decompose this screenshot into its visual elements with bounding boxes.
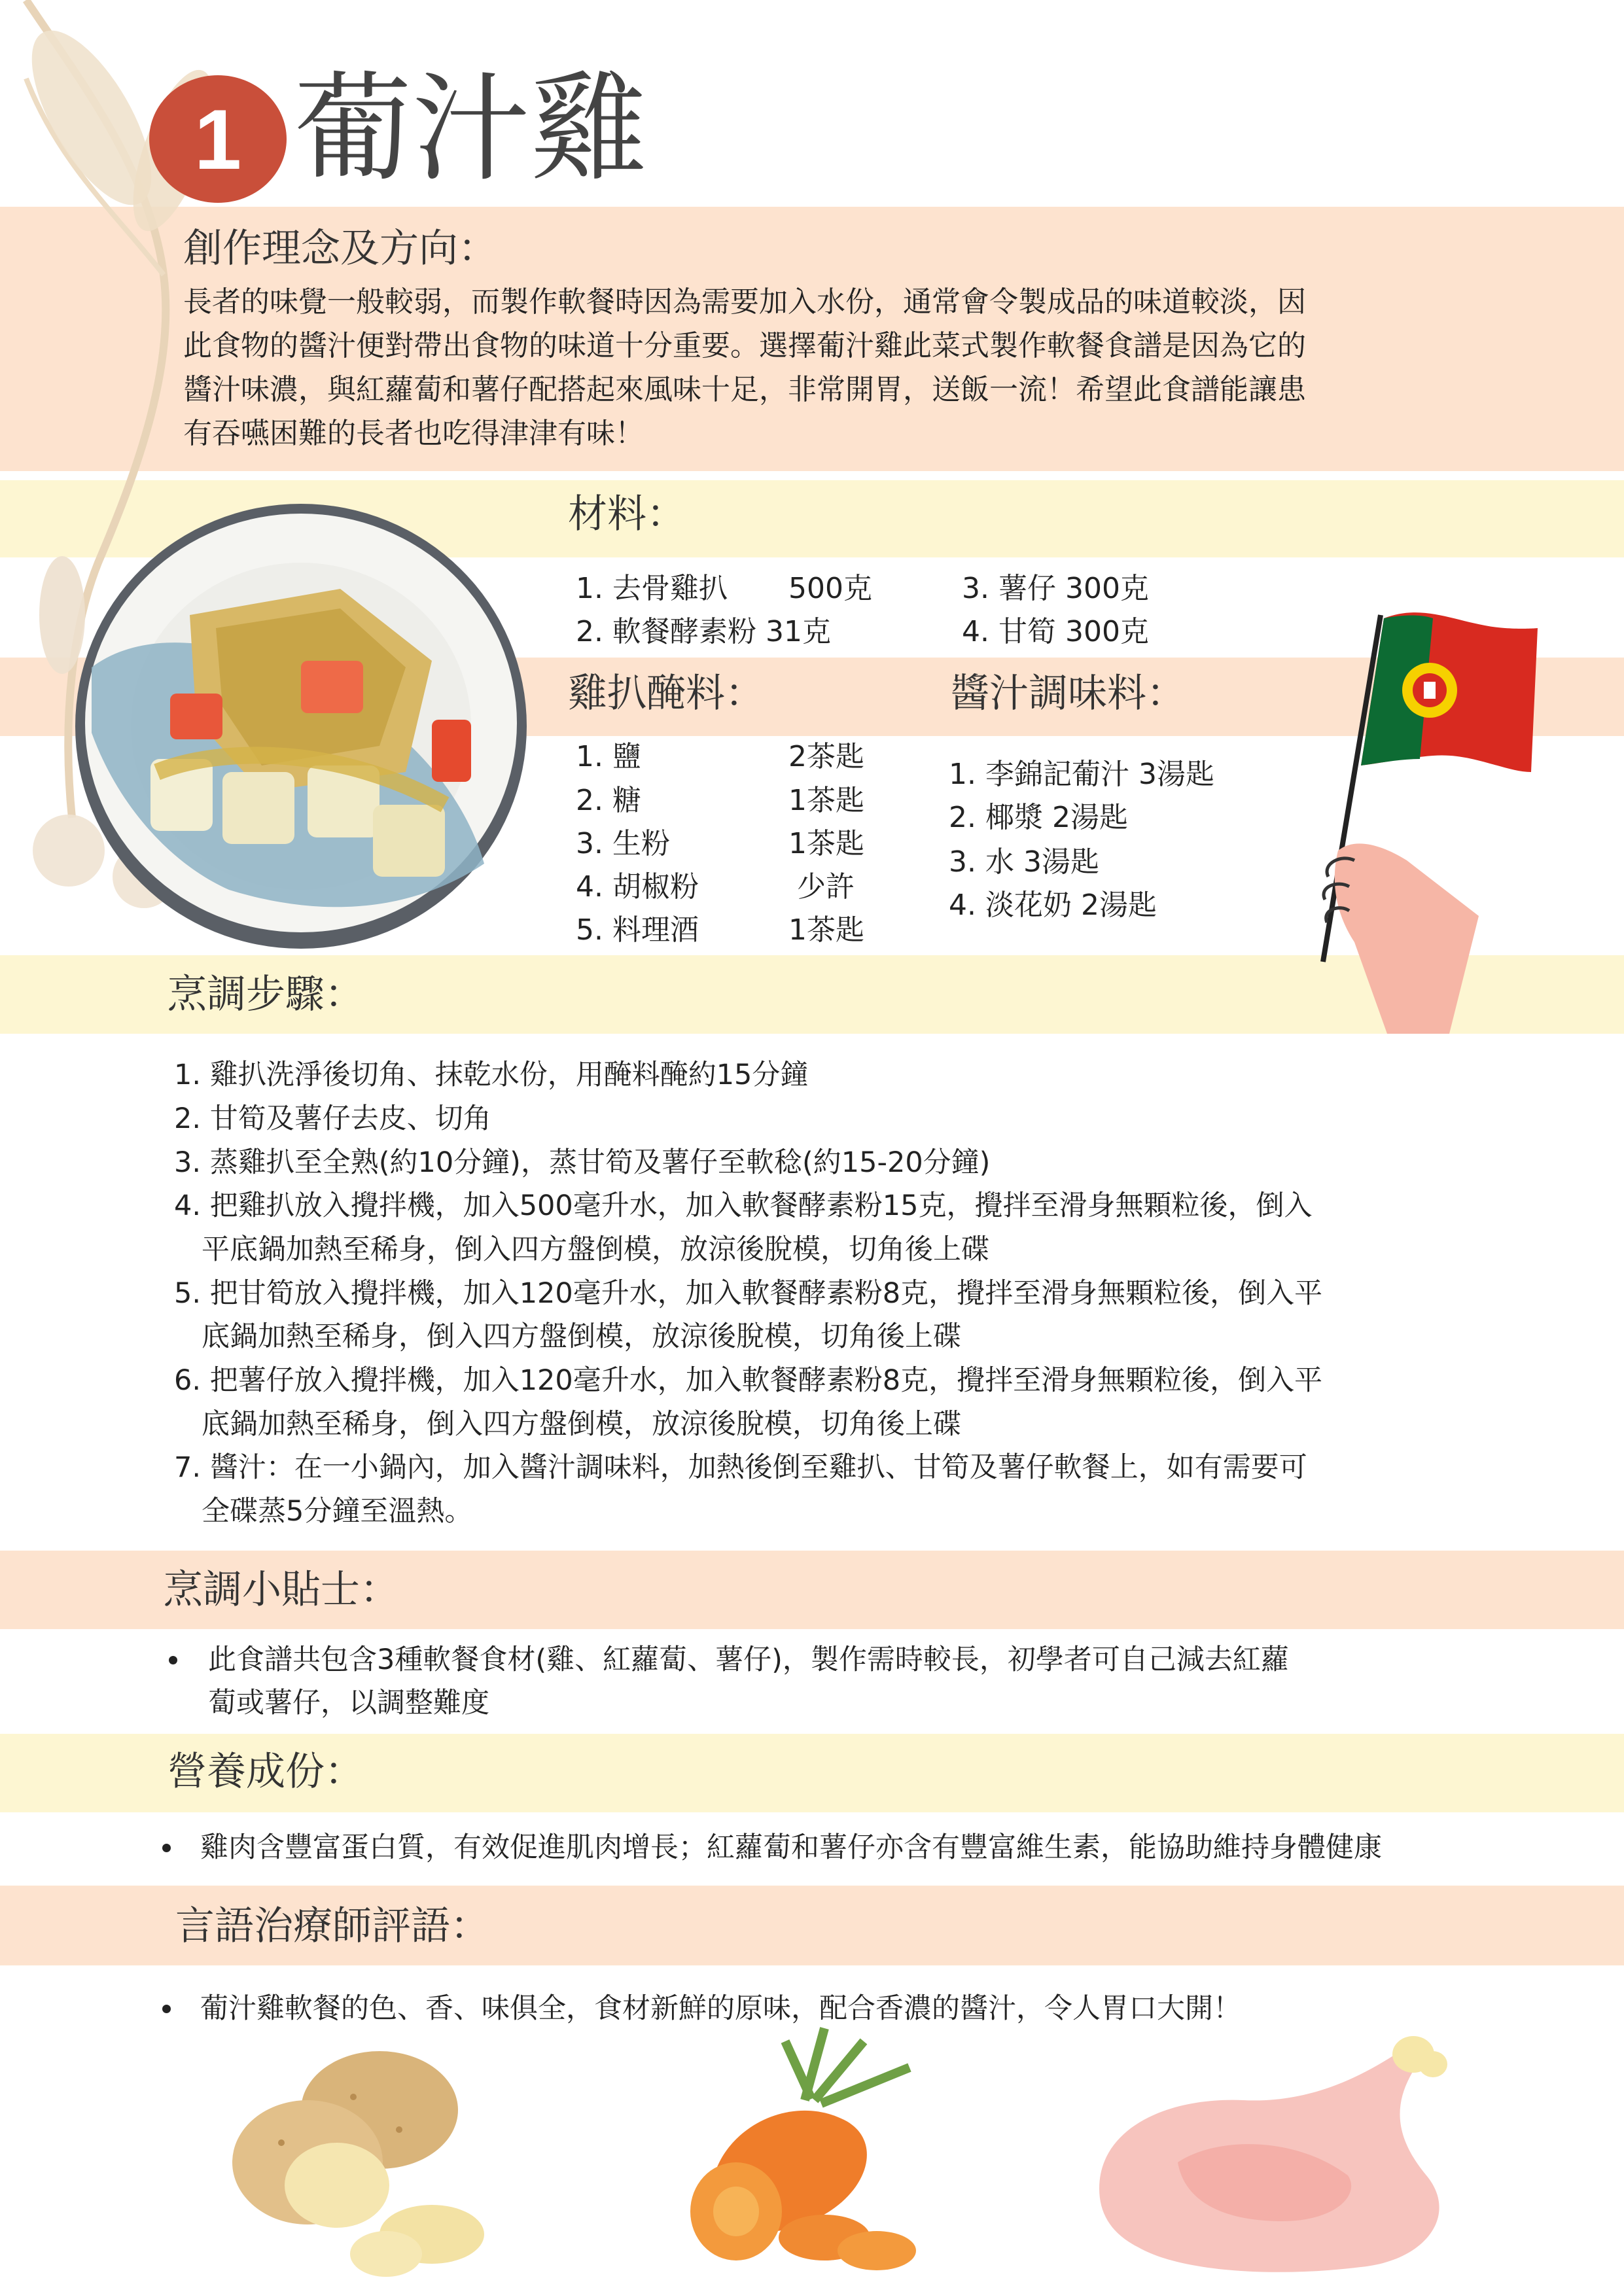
step-line: 7. 醬汁：在一小鍋內，加入醬汁調味料，加熱後倒至雞扒、甘筍及薯仔軟餐上，如有需要可 [174,1451,1307,1484]
step-line: 6. 把薯仔放入攪拌機，加入120毫升水，加入軟餐酵素粉8克，攪拌至滑身無顆粒後，倒入平 [174,1364,1323,1397]
title-number: 1 [194,91,242,187]
nutrition-text: 雞肉含豐富蛋白質，有效促進肌肉增長；紅蘿蔔和薯仔亦含有豐富維生素，能協助維持身體健康 [200,1831,1382,1864]
ingredient-item: 2. 軟餐酵素粉 31克 [576,615,831,648]
marinade-item: 5. 料理酒 [576,913,699,947]
marinade-amount: 2茶匙 [788,740,864,773]
ingredient-amount: 500克 [788,572,872,605]
concept-heading: 創作理念及方向： [183,226,497,272]
page-title: 葡汁雞 [294,61,648,198]
step-line: 3. 蒸雞扒至全熟(約10分鐘)，蒸甘筍及薯仔至軟稔(約15-20分鐘) [174,1146,991,1179]
marinade-amount: 1茶匙 [788,913,864,947]
therapist-text: 葡汁雞軟餐的色、香、味俱全，食材新鮮的原味，配合香濃的醬汁，令人胃口大開！ [200,1992,1241,2025]
nutrition-heading: 營養成份： [168,1749,364,1795]
ingredients-heading: 材料： [568,491,686,537]
sauce-heading: 醬汁調味料： [950,671,1186,716]
step-line: 4. 把雞扒放入攪拌機，加入500毫升水，加入軟餐酵素粉15克，攪拌至滑身無顆粒後，倒入 [174,1189,1313,1222]
bullet-icon [162,1844,171,1852]
concept-line: 有吞嚥困難的長者也吃得津津有味！ [183,417,644,450]
marinade-item: 1. 鹽 [576,740,641,773]
steps-heading: 烹調步驟： [168,972,364,1017]
step-line: 底鍋加熱至稀身，倒入四方盤倒模，放涼後脫模，切角後上碟 [202,1320,961,1353]
marinade-item: 4. 胡椒粉 [576,870,699,904]
marinade-heading: 雞扒醃料： [568,671,764,716]
chicken-illustration [1086,2025,1479,2280]
sauce-item: 4. 淡花奶 2湯匙 [949,888,1157,922]
tips-heading: 烹調小貼士： [164,1567,399,1613]
step-line: 平底鍋加熱至稀身，倒入四方盤倒模，放涼後脫模，切角後上碟 [202,1233,989,1266]
carrot-illustration [674,2022,955,2283]
concept-line: 此食物的醬汁便對帶出食物的味道十分重要。選擇葡汁雞此菜式製作軟餐食譜是因為它的 [183,329,1306,362]
marinade-amount: 1茶匙 [788,827,864,860]
step-line: 2. 甘筍及薯仔去皮、切角 [174,1102,491,1135]
marinade-amount: 1茶匙 [788,784,864,817]
bullet-icon [162,2005,171,2013]
concept-line: 醬汁味濃，與紅蘿蔔和薯仔配搭起來風味十足，非常開胃，送飯一流！希望此食譜能讓患 [183,373,1306,406]
concept-text [183,280,1492,455]
title-number-badge [149,75,287,203]
concept-line: 長者的味覺一般較弱，而製作軟餐時因為需要加入水份，通常會令製成品的味道較淡，因 [183,285,1306,319]
sauce-item: 2. 椰漿 2湯匙 [949,801,1128,834]
tips-line: 蔔或薯仔，以調整難度 [208,1687,489,1719]
marinade-item: 3. 生粉 [576,827,670,860]
tips-line: 此食譜共包含3種軟餐食材(雞、紅蘿蔔、薯仔)，製作需時較長，初學者可自己減去紅蘿 [208,1644,1289,1676]
step-line: 底鍋加熱至稀身，倒入四方盤倒模，放涼後脫模，切角後上碟 [202,1408,961,1441]
marinade-item: 2. 糖 [576,784,641,817]
bullet-icon [169,1656,177,1664]
potato-illustration [222,2038,510,2280]
ingredient-item: 3. 薯仔 300克 [962,572,1149,605]
sauce-item: 3. 水 3湯匙 [949,845,1099,879]
step-line: 5. 把甘筍放入攪拌機，加入120毫升水，加入軟餐酵素粉8克，攪拌至滑身無顆粒後，倒入平 [174,1277,1323,1310]
step-line: 全碟蒸5分鐘至溫熱。 [202,1495,473,1528]
step-line: 1. 雞扒洗淨後切角、抹乾水份，用醃料醃約15分鐘 [174,1059,809,1091]
ingredient-item: 4. 甘筍 300克 [962,615,1149,648]
therapist-heading: 言語治療師評語： [175,1903,489,1949]
marinade-amount: 少許 [797,870,855,904]
sauce-item: 1. 李錦記葡汁 3湯匙 [949,758,1214,791]
dish-photo [65,497,537,955]
portugal-flag-icon [1309,602,1557,1034]
ingredient-item: 1. 去骨雞扒 [576,572,728,605]
